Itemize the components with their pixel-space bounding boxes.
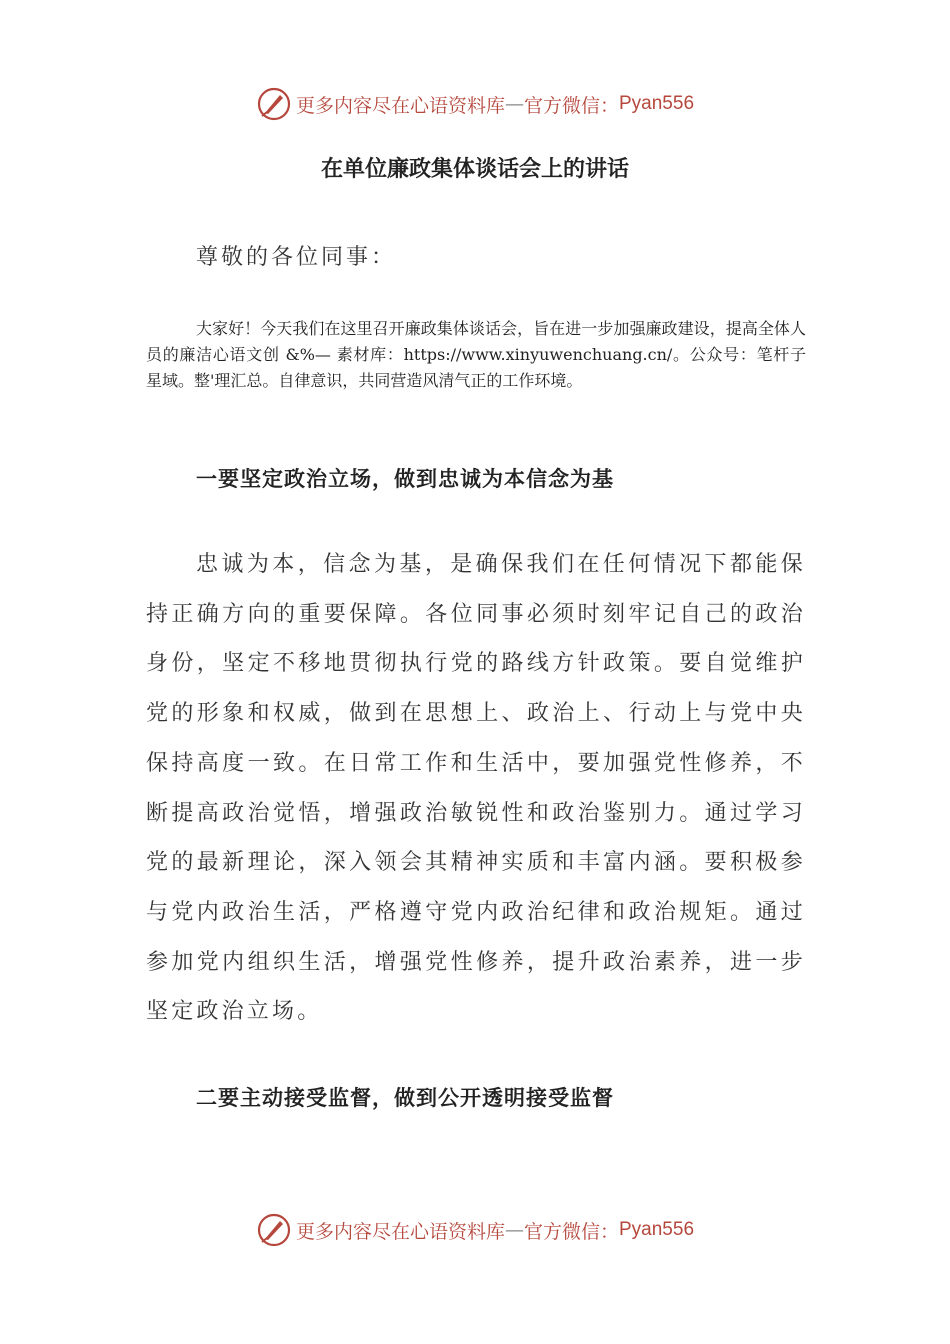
- banner-separator: —: [504, 1219, 524, 1241]
- section-2-heading: 二要主动接受监督，做到公开透明接受监督: [196, 1086, 614, 1110]
- banner-wechat-id: Pyan556: [619, 1219, 695, 1240]
- banner-text: 更多内容尽在心语资料库: [295, 1220, 505, 1243]
- intro-paragraph: 大家好！今天我们在这里召开廉政集体谈话会，旨在进一步加强廉政建设，提高全体人员的廉洁心语文创 &%— 素材库：https://www.xinyuwenchuang.cn/。公众号：笔杆子星域。整'理汇总。自律意识，共同营造风清气正的工作环境。: [146, 319, 806, 390]
- banner-separator: —: [504, 93, 524, 115]
- quill-logo-icon: [256, 86, 292, 122]
- quill-logo-icon: [256, 1212, 292, 1248]
- section-1-body: 忠诚为本，信念为基，是确保我们在任何情况下都能保持正确方向的重要保障。各位同事必须时刻牢记自己的政治身份，坚定不移地贯彻执行党的路线方针政策。要自觉维护党的形象和权威，做到在思想上、政治上、行动上与党中央保持高度一致。在日常工作和生活中，要加强党性修养，不断提高政治觉悟，增强政治敏锐性和政治鉴别力。通过学习党的最新理论，深入领会其精神实质和丰富内涵。要积极参与党内政治生活，严格遵守党内政治纪律和政治规矩。通过参加党内组织生活，增强党性修养，提升政治素养，进一步坚定政治立场。: [146, 552, 806, 1025]
- section-1-heading: 一要坚定政治立场，做到忠诚为本信念为基: [196, 467, 614, 491]
- banner-wechat-id: Pyan556: [619, 93, 695, 114]
- banner-wechat-label: 官方微信：: [523, 94, 619, 117]
- header-banner: [0, 84, 950, 124]
- banner-text: 更多内容尽在心语资料库: [295, 94, 505, 117]
- banner-wechat-label: 官方微信：: [523, 1220, 619, 1243]
- greeting: 尊敬的各位同事：: [196, 245, 397, 270]
- footer-banner: [0, 1210, 950, 1250]
- document-title: 在单位廉政集体谈话会上的讲话: [320, 157, 629, 182]
